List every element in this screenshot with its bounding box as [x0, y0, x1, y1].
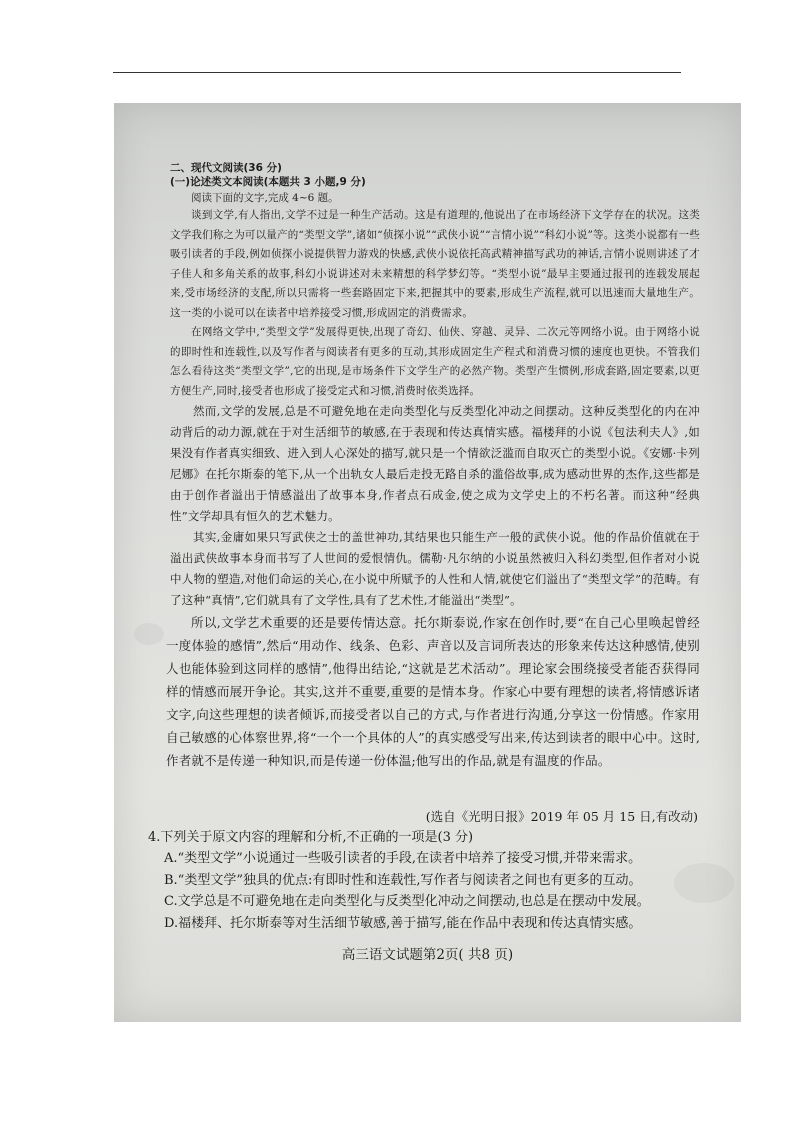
section-title: 二、现代文阅读(36 分) [170, 162, 282, 174]
article-paragraph: 其实,金庸如果只写武侠之士的盖世神功,其结果也只能生产一般的武侠小说。他的作品价值就在于溢出武侠故事本身而书写了人世间的爱恨情仇。儒勒·凡尔纳的小说虽然被归入科幻类型,但作者对小说中人物的塑造,对他们命运的关心,在小说中所赋予的人性和人情,就使它们溢出了“类型文学”的范畴。有了这种“真情”,它们就具有了文学性,具有了艺术性,才能溢出“类型”。 [170, 530, 700, 607]
question-stem: 4.下列关于原文内容的理解和分析,不正确的一项是(3 分) [148, 830, 474, 845]
option-d: D.福楼拜、托尔斯泰等对生活细节敏感,善于描写,能在作品中表现和传达真情实感。 [164, 915, 642, 931]
question-4 [148, 827, 708, 934]
header-rule [113, 72, 681, 73]
option-c: C.文学总是不可避免地在走向类型化与反类型化冲动之间摆动,也总是在摆动中发展。 [164, 894, 650, 909]
article-source: (选自《光明日报》2019 年 05 月 15 日,有改动) [425, 809, 698, 824]
article-paragraph: 在网络文学中,“类型文学”发展得更快,出现了奇幻、仙侠、穿越、灵异、二次元等网络小说。由于网络小说的即时性和连载性,以及写作者与阅读者有更多的互动,其形成固定生产程式和消费习惯的速度也更快。不管我们怎么看待这类“类型文学”,它的出现,是市场条件下文学生产的必然产物。类型产生惯例,形成套路,固定要素,以更方便生产,同时,接受者也形成了接受定式和习惯,消费时依类选择。 [170, 326, 700, 397]
article-paragraph: 然而,文学的发展,总是不可避免地在走向类型化与反类型化冲动之间摆动。这种反类型化的内在冲动背后的动力源,就在于对生活细节的敏感,在于表现和传达真情实感。福楼拜的小说《包法利夫人》,如果没有作者真实细致、进入到人心深处的描写,就只是一个情欲泛滥而自取灭亡的类型小说。《安娜·卡列尼娜》在托尔斯泰的笔下,从一个出轨女人最后走投无路自杀的滥俗故事,成为感动世界的杰作,这些都是由于创作者溢出于情感溢出了故事本身,作者点石成金,使之成为文学史上的不朽名著。而这种“经典性”文学却具有恒久的艺术魅力。 [170, 404, 700, 523]
option-b: B.“类型文学”独具的优点:有即时性和连载性,写作者与阅读者之间也有更多的互动。 [164, 872, 642, 888]
option-a: A.“类型文学”小说通过一些吸引读者的手段,在读者中培养了接受习惯,并带来需求。 [164, 851, 642, 866]
article-paragraph: 所以,文学艺术重要的还是要传情达意。托尔斯泰说,作家在创作时,要“在自己心里唤起曾经一度体验的感情”,然后“用动作、线条、色彩、声音以及言词所表达的形象来传达这种感情,使别人也能体验到这同样的感情”,他得出结论,“这就是艺术活动”。理论家会围绕接受者能否获得同样的情感而展开争论。其实,这并不重要,重要的是情本身。作家心中要有理想的读者,将情感诉诸文字,向这些理想的读者倾诉,而接受者以自己的方式,与作者进行沟通,分享这一份情感。作家用自己敏感的心体察世界,将“一个一个具体的人”的真实感受写出来,传达到读者的眼中心中。这时,作者就不是传递一种知识,而是传递一份体温;他写出的作品,就是有温度的作品。 [166, 615, 700, 768]
scanned-page-photo [114, 103, 741, 1022]
subsection-title: (一)论述类文本阅读(本题共 3 小题,9 分) [170, 176, 366, 188]
reading-section [166, 161, 701, 772]
instruction: 阅读下面的文字,完成 4~6 题。 [191, 192, 339, 204]
article-paragraph: 谈到文学,有人指出,文学不过是一种生产活动。这是有道理的,他说出了在市场经济下文学存在的状况。这类文学我们称之为可以量产的“类型文学”,诸如“侦探小说”“武侠小说”“言情小说”“科幻小说”等。这类小说都有一些吸引读者的手段,例如侦探小说提供智力游戏的快感,武侠小说依托高武精神描写武功的神话,言情小说则讲述了才子佳人和多角关系的故事,科幻小说讲述对未来精想的科学梦幻等。“类型小说”最早主要通过报刊的连载发展起来,受市场经济的支配,所以只需将一些套路固定下来,把握其中的要素,形成生产流程,就可以迅速而大量地生产。这一类的小说可以在读者中培养接受习惯,形成固定的消费需求。 [170, 209, 701, 319]
page-footer: 高三语文试题第2页( 共8 页) [341, 947, 514, 963]
paper-stain [134, 623, 164, 645]
